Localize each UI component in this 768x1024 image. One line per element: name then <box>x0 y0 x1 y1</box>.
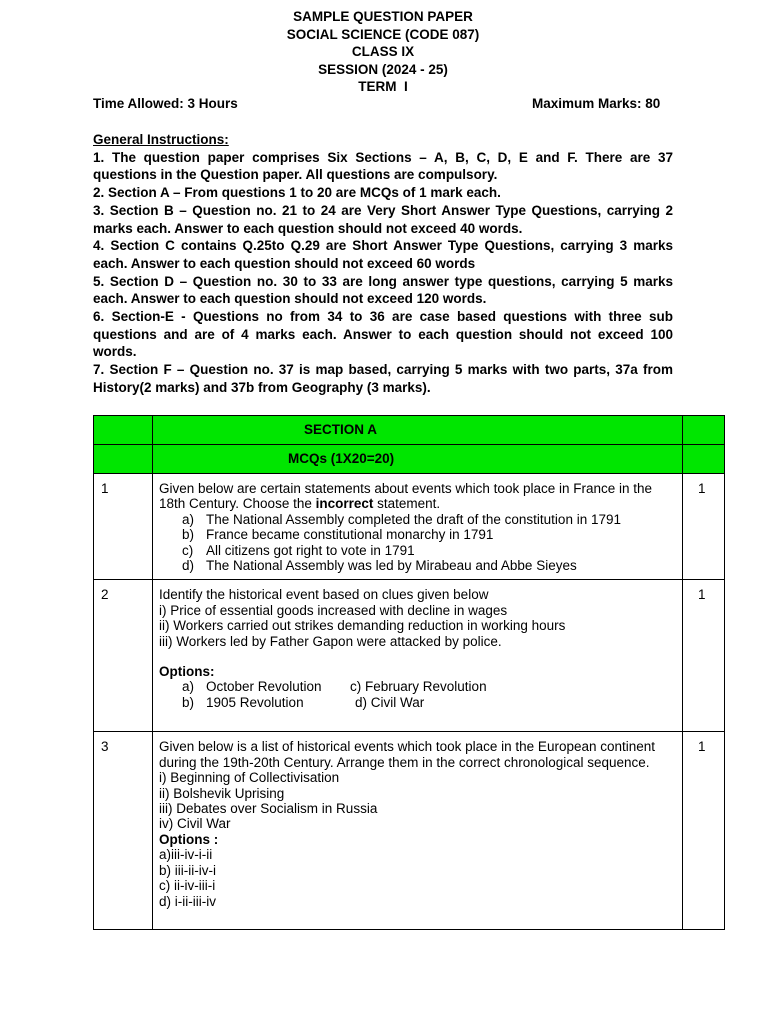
option-item: b) 1905 Revolution d) Civil War <box>182 694 425 710</box>
question-marks: 1 <box>683 474 725 580</box>
table-row <box>94 732 725 930</box>
paper-title: SAMPLE QUESTION PAPER <box>293 9 473 24</box>
question-marks: 1 <box>683 580 725 732</box>
section-subtitle: MCQs (1X20=20) <box>153 445 683 474</box>
option-item: b) iii-ii-iv-i <box>159 862 216 878</box>
question-body <box>153 474 683 580</box>
option-item: a)iii-iv-i-ii <box>159 847 213 863</box>
paper-meta <box>93 96 673 114</box>
option-item: a) October Revolution c) February Revolution <box>182 679 487 695</box>
clue-item: i) Price of essential goods increased with decline in wages <box>159 602 508 618</box>
event-item: iii) Debates over Socialism in Russia <box>159 801 378 817</box>
question-stem: Identify the historical event based on clues given below <box>159 587 489 603</box>
term-title: TERM I <box>358 79 408 95</box>
option-item: c) All citizens got right to vote in 1791 <box>182 542 415 558</box>
instruction-item: 7. Section F – Question no. 37 is map based, carrying 5 marks with two parts, 37a from History(2 marks) and 37b from Geography (3 marks). <box>93 362 673 395</box>
general-instructions <box>93 131 673 397</box>
question-body <box>153 580 683 732</box>
instruction-item: 2. Section A – From questions 1 to 20 are MCQs of 1 mark each. <box>93 185 501 201</box>
maximum-marks: Maximum Marks: 80 <box>532 96 661 111</box>
emphasis-text: incorrect <box>315 496 374 512</box>
option-item: d) i-ii-iii-iv <box>159 893 216 909</box>
option-item: c) ii-iv-iii-i <box>159 878 216 894</box>
event-item: iv) Civil War <box>159 816 231 832</box>
question-number: 3 <box>94 732 153 930</box>
option-item: d) The National Assembly was led by Mirabeau and Abbe Sieyes <box>182 558 577 574</box>
table-row <box>94 474 725 580</box>
section-header-row <box>94 416 725 445</box>
question-number: 2 <box>94 580 153 732</box>
options-label: Options : <box>159 831 219 847</box>
instructions-heading: General Instructions: <box>93 132 229 147</box>
time-allowed: Time Allowed: 3 Hours <box>93 96 238 111</box>
event-item: i) Beginning of Collectivisation <box>159 770 340 786</box>
question-number: 1 <box>94 474 153 580</box>
clue-item: ii) Workers carried out strikes demanding reduction in working hours <box>159 618 566 634</box>
question-stem: Given below is a list of historical events which took place in the European continent during the 19th-20th Century. Arrange them in the correct chronological sequence. <box>159 739 656 770</box>
instruction-item: 6. Section-E - Questions no from 34 to 36 are case based questions with three sub questions and are of 4 marks each. Answer to each question should not exceed 100 words. <box>93 309 673 360</box>
option-item: b) France became constitutional monarchy in 1791 <box>182 527 494 543</box>
options-label: Options: <box>159 664 215 680</box>
clue-item: iii) Workers led by Father Gapon were attacked by police. <box>159 633 502 649</box>
subject-title: SOCIAL SCIENCE (CODE 087) <box>286 26 480 42</box>
table-row <box>94 580 725 732</box>
question-body <box>153 732 683 930</box>
instruction-item: 4. Section C contains Q.25to Q.29 are Short Answer Type Questions, carrying 3 marks each. Answer to each question should not exceed 60 words <box>93 238 673 271</box>
instruction-item: 5. Section D – Question no. 30 to 33 are long answer type questions, carrying 5 marks each. Answer to each question should not exceed 120 words. <box>93 273 673 307</box>
session-title: SESSION (2024 - 25) <box>318 61 448 77</box>
class-title: CLASS IX <box>351 44 415 60</box>
questions-table <box>93 415 725 930</box>
paper-header <box>0 8 768 96</box>
instruction-item: 1. The question paper comprises Six Sections – A, B, C, D, E and F. There are 37 questions in the Question paper. All questions are compulsory. <box>93 149 673 183</box>
option-item: a) The National Assembly completed the draft of the constitution in 1791 <box>182 511 621 527</box>
section-subtitle-row <box>94 445 725 474</box>
question-marks: 1 <box>683 732 725 930</box>
question-stem: Given below are certain statements about events which took place in France in the 18th Century. Choose the incorrect statement. <box>159 481 653 512</box>
event-item: ii) Bolshevik Uprising <box>159 785 285 801</box>
section-title: SECTION A <box>153 416 683 445</box>
instruction-item: 3. Section B – Question no. 21 to 24 are Very Short Answer Type Questions, carrying 2 marks each. Answer to each question should not exceed 40 words. <box>93 202 673 236</box>
